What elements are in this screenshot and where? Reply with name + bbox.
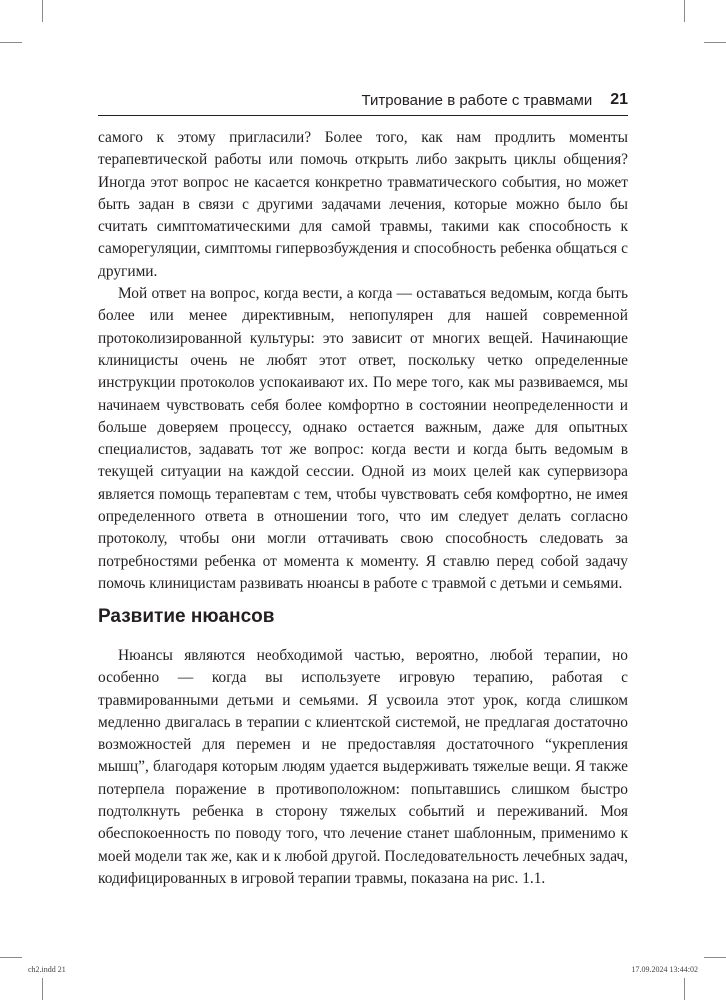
paragraph-1: самого к этому пригласили? Более того, как нам продлить моменты терапевтической работы или помочь открыть либо закрыть циклы общения? Иногда этот вопрос не касается конкретно травматического события, но может быть задан в связи с другими задачами лечения, которые можно было бы считать симптоматическими для самой травмы, такими как способность к саморегуляции, симптомы гипервозбуждения и способность ребенка общаться с другими.: [98, 129, 628, 280]
body-text-bottom: [98, 645, 628, 890]
page-number: 21: [610, 91, 628, 108]
crop-mark: [684, 978, 685, 1000]
crop-mark: [684, 0, 685, 22]
paragraph-2: Мой ответ на вопрос, когда вести, а когда — оставаться ведомым, когда быть более или менее директивным, непопулярен для нашей современной протоколизированной культуры: это зависит от многих вещей. Начинающие клиницисты очень не любят этот ответ, поскольку четко определенные инструкции протоколов успокаивают их. По мере того, как мы развиваемся, мы начинаем чувствовать себя более комфортно в состоянии неопределенности и больше доверяем процессу, однако остается важным, даже для опытных специалистов, задавать тот же вопрос: когда вести и когда быть ведомым в текущей ситуации на каждой сессии. Одной из моих целей как супервизора является помощь терапевтам с тем, чтобы чувствовать себя комфортно, не имея определенного ответа в отношении того, что им следует делать согласно протоколу, чтобы они могли оттачивать свою способность следовать за потребностями ребенка от момента к моменту. Я ставлю перед собой задачу помочь клиницистам развивать нюансы в работе с травмой с детьми и семьями.: [98, 285, 628, 592]
crop-mark: [704, 957, 726, 958]
crop-mark: [0, 957, 22, 958]
crop-mark: [42, 978, 43, 1000]
paragraph-3: Нюансы являются необходимой частью, вероятно, любой терапии, но особенно — когда вы используете игровую терапию, работая с травмированными детьми и семьями. Я усвоила этот урок, когда слишком медленно двигалась в терапии с клиентской системой, не предлагая достаточно возможностей для перемен и не предоставляя достаточного “укрепления мышц”, благодаря которым людям удается выдерживать тяжелые вещи. Я также потерпела поражение в противоположном: попытавшись слишком быстро подтолкнуть ребенка в сторону тяжелых событий и переживаний. Моя обеспокоенность по поводу того, что лечение станет шаблонным, применимо к моей модели так же, как и к любой другой. Последовательность лечебных задач, кодифицированных в игровой терапии травмы, показана на рис. 1.1.: [98, 647, 628, 887]
print-slug-file: ch2.indd 21: [28, 965, 66, 974]
print-slug-date: 17.09.2024 13:44:02: [631, 965, 698, 974]
crop-mark: [0, 42, 22, 43]
running-head: [98, 86, 628, 114]
crop-mark: [704, 42, 726, 43]
section-heading: Развитие нюансов: [98, 606, 275, 627]
body-text-top: [98, 127, 628, 595]
crop-mark: [42, 0, 43, 22]
running-head-title: Титрование в работе с травмами: [361, 91, 593, 109]
header-rule: [98, 115, 628, 116]
